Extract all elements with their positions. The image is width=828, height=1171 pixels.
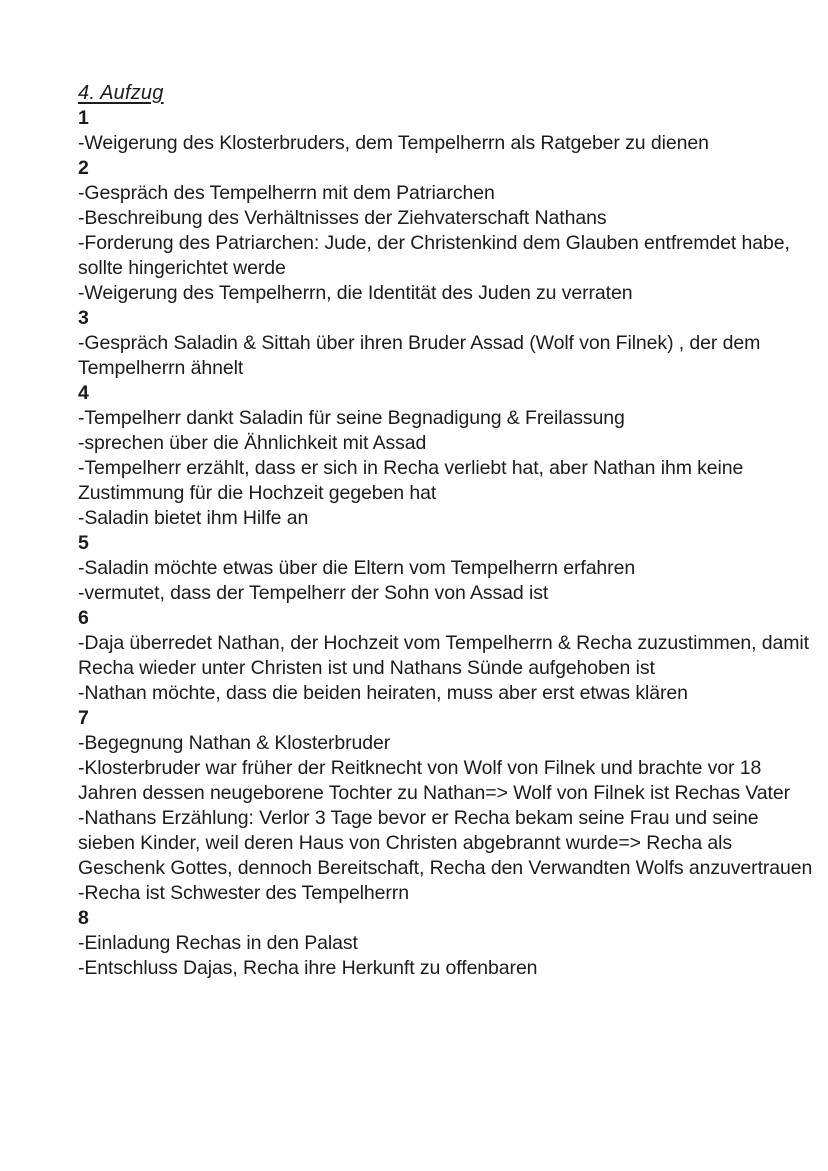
note-line: -Weigerung des Klosterbruders, dem Tempelherrn als Ratgeber zu dienen [78,132,709,154]
scene-section-4 [78,381,814,531]
scene-number: 6 [78,607,89,629]
scene-section-3 [78,306,814,381]
note-line: -Gespräch des Tempelherrn mit dem Patriarchen [78,182,495,204]
note-line: -sprechen über die Ähnlichkeit mit Assad [78,432,427,454]
scene-section-1 [78,106,814,156]
scene-number: 3 [78,307,89,329]
note-line: -Forderung des Patriarchen: Jude, der Christenkind dem Glauben entfremdet habe, sollte hingerichtet werde [78,232,790,279]
note-line: -Begegnung Nathan & Klosterbruder [78,732,391,754]
note-line: -Saladin bietet ihm Hilfe an [78,507,309,529]
note-line: -Daja überredet Nathan, der Hochzeit vom Tempelherrn & Recha zuzustimmen, damit Recha wieder unter Christen ist und Nathans Sünde aufgehoben ist [78,632,809,679]
note-line: -Nathans Erzählung: Verlor 3 Tage bevor er Recha bekam seine Frau und seine sieben Kinder, weil deren Haus von Christen abgebrannt wurde=> Recha als Geschenk Gottes, dennoch Bereitschaft, Recha den Verwandten Wolfs anzuvertrauen [78,807,813,879]
scene-number: 8 [78,907,89,929]
note-line: -Klosterbruder war früher der Reitknecht von Wolf von Filnek und brachte vor 18 Jahren dessen neugeborene Tochter zu Nathan=> Wolf von Filnek ist Rechas Vater [78,757,790,804]
scene-number: 2 [78,157,89,179]
note-line: -Saladin möchte etwas über die Eltern vom Tempelherrn erfahren [78,557,636,579]
scene-section-7 [78,706,814,906]
scene-number: 4 [78,382,89,404]
note-line: -Entschluss Dajas, Recha ihre Herkunft zu offenbaren [78,957,538,979]
note-line: -vermutet, dass der Tempelherr der Sohn von Assad ist [78,582,549,604]
note-line: -Einladung Rechas in den Palast [78,932,358,954]
note-line: -Gespräch Saladin & Sittah über ihren Bruder Assad (Wolf von Filnek) , der dem Tempelherrn ähnelt [78,332,761,379]
scene-section-6 [78,606,814,706]
scene-section-8 [78,906,814,981]
note-line: -Tempelherr dankt Saladin für seine Begnadigung & Freilassung [78,407,625,429]
note-line: -Nathan möchte, dass die beiden heiraten, muss aber erst etwas klären [78,682,688,704]
scene-section-2 [78,156,814,306]
page-title: 4. Aufzug [78,82,164,104]
note-line: -Tempelherr erzählt, dass er sich in Recha verliebt hat, aber Nathan ihm keine Zustimmung für die Hochzeit gegeben hat [78,457,744,504]
note-line: -Recha ist Schwester des Tempelherrn [78,882,409,904]
note-line: -Weigerung des Tempelherrn, die Identität des Juden zu verraten [78,282,633,304]
scene-number: 5 [78,532,89,554]
scene-section-5 [78,531,814,606]
scene-number: 1 [78,107,89,129]
scene-number: 7 [78,707,89,729]
note-line: -Beschreibung des Verhältnisses der Ziehvaterschaft Nathans [78,207,607,229]
